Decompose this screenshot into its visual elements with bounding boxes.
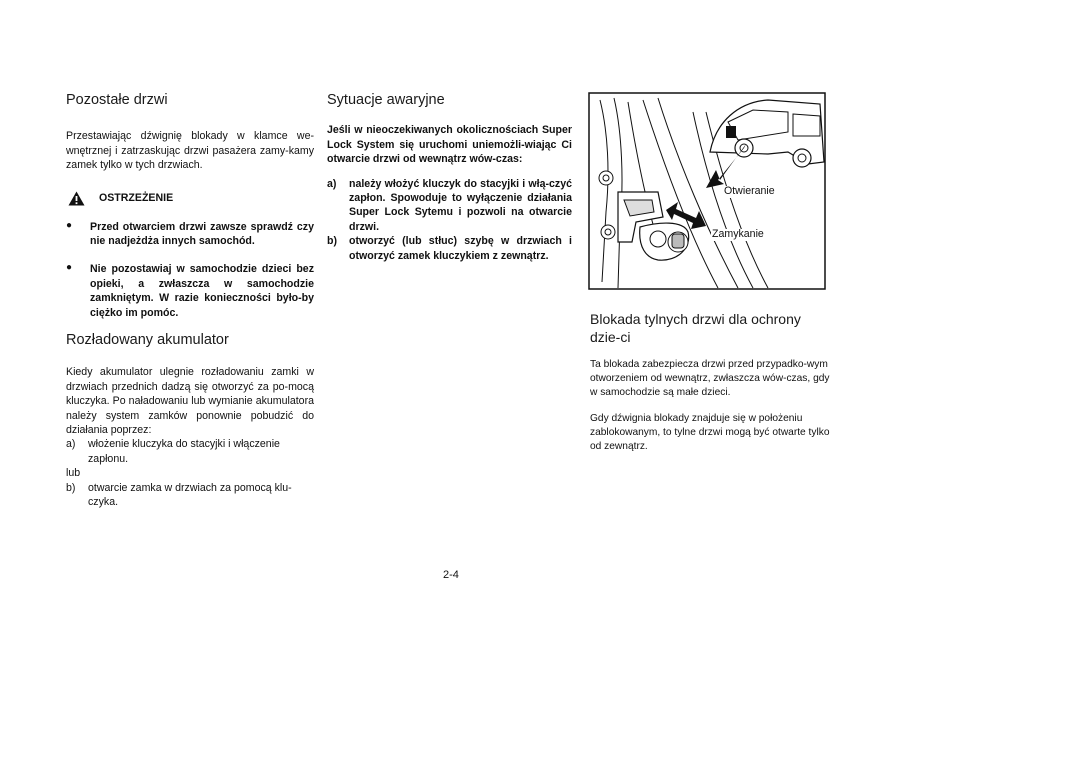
list-item (327, 177, 572, 235)
bullet-dot-icon: ● (66, 262, 73, 274)
right-column (590, 310, 835, 454)
warning-header (66, 191, 314, 206)
bullet-dot-icon: ● (66, 219, 73, 231)
list-item-text: włożenie kluczyka do stacyjki i włączenie zapłonu. (88, 438, 280, 465)
other-doors-text: Przestawiając dźwignię blokady w klamce we-wnętrznej i zatrzaskując drzwi pasażera zamy-kamy zamek tylko w tych drzwiach. (66, 130, 314, 172)
door-lock-drawing (588, 92, 826, 290)
list-item (66, 437, 314, 466)
list-marker: a) (327, 177, 337, 190)
emergency-intro: Jeśli w nieoczekiwanych okolicznościach Super Lock System się uruchomi uniemożli-wiając Ci otwarcie drzwi od wewnątrz wów-czas: (327, 124, 572, 166)
section-title-battery: Rozładowany akumulator (66, 332, 229, 349)
figure-label-open: Otwieranie (724, 185, 775, 197)
child-lock-illustration (588, 92, 826, 290)
child-lock-text-2: Gdy dźwignia blokady znajduje się w położeniu zablokowanym, to tylne drzwi mogą być otwarte tylko od zewnątrz. (590, 413, 830, 452)
list-marker: b) (66, 481, 76, 494)
section-title-emergency: Sytuacje awaryjne (327, 92, 445, 108)
list-item (66, 481, 314, 510)
figure-label-close: Zamykanie (712, 228, 764, 240)
list-marker: a) (66, 438, 76, 451)
warning-bullet-text: Przed otwarciem drzwi zawsze sprawdź czy nie nadjeżdża innych samochód. (90, 220, 314, 248)
list-item (66, 466, 314, 480)
section-title-other-doors: Pozostałe drzwi (66, 92, 168, 108)
list-item-text: otwarcie zamka w drzwiach za pomocą klu-czyka. (88, 481, 292, 509)
list-item-text: otworzyć (lub stłuc) szybę w drzwiach i otworzyć zamek kluczykiem z zewnątrz. (349, 235, 572, 262)
left-column (66, 92, 314, 510)
battery-text: Kiedy akumulator ulegnie rozładowaniu zamki w drzwiach przednich dadzą się otworzyć za po-mocą kluczyka. Po naładowaniu lub wymianie akumulatora należy system zamków ponownie pobudzić do działania poprzez: (66, 366, 314, 437)
warning-triangle-icon (68, 191, 85, 206)
warning-bullet (66, 262, 314, 320)
section-title-child-lock: Blokada tylnych drzwi dla ochrony dzie-ci (590, 311, 801, 346)
child-lock-text-1: Ta blokada zabezpiecza drzwi przed przypadko-wym otworzeniem od wewnątrz, zwłaszcza wów-czas, gdy w samochodzie są małe dzieci. (590, 359, 830, 399)
warning-label: OSTRZEŻENIE (99, 192, 174, 205)
list-item-text: lub (66, 467, 81, 480)
page-number: 2-4 (443, 569, 459, 581)
warning-bullet (66, 220, 314, 249)
list-item-text: należy włożyć kluczyk do stacyjki i włą-czyć zapłon. Spowoduje to wyłączenie działania Super Lock Sytemu i pozwoli na otwarcie drzwi. (349, 177, 572, 233)
list-item (327, 234, 572, 263)
middle-column (327, 92, 572, 263)
warning-bullet-text: Nie pozostawiaj w samochodzie dzieci bez opieki, a zwłaszcza w samochodzie zamkniętym. W razie konieczności było-by ciężko im pomóc. (90, 263, 314, 319)
list-marker: b) (327, 235, 337, 248)
